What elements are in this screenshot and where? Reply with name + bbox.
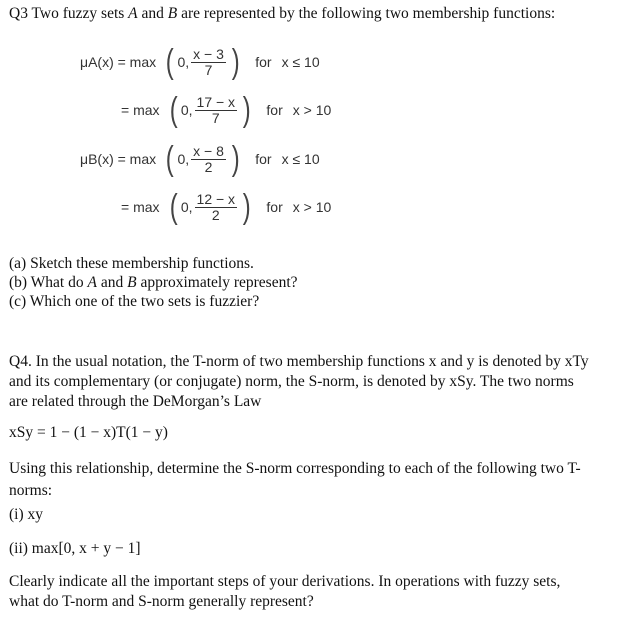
equation-lhs: μB(x) = max	[80, 151, 157, 167]
q4-closing-line-2: what do T-norm and S-norm generally represent?	[9, 593, 314, 610]
membership-equation-b2	[121, 187, 331, 227]
fraction	[195, 95, 238, 125]
equation-zero: 0,	[177, 151, 190, 167]
equation-lhs: = max	[121, 199, 160, 215]
q4-paragraph	[9, 352, 589, 412]
fraction-denominator: 2	[211, 206, 220, 223]
q3-part-a: (a) Sketch these membership functions.	[9, 255, 254, 272]
equation-zero: 0,	[177, 54, 190, 70]
q4-line-3: are related through the DeMorgan’s Law	[9, 393, 262, 410]
q3-and: and	[137, 5, 168, 22]
right-paren: )	[242, 188, 251, 226]
fraction-numerator: 12 − x	[196, 190, 236, 207]
q3-part-b: (b) What do A and B approximately represent?	[9, 274, 298, 291]
q4-item-i: (i) xy	[9, 506, 44, 523]
membership-equation-b1	[80, 139, 320, 179]
equation-condition: for x > 10	[266, 199, 332, 215]
q4-demorgan-law: xSy = 1 − (1 − x)T(1 − y)	[9, 424, 168, 441]
q3-set-b: B	[167, 5, 178, 22]
q4-closing	[9, 572, 560, 612]
left-paren: (	[169, 188, 178, 226]
equation-condition: for x ≤ 10	[255, 54, 320, 70]
left-paren: (	[165, 140, 174, 178]
q4-closing-line-1: Clearly indicate all the important steps of your derivations. In operations with fuzzy sets,	[9, 573, 561, 590]
right-paren: )	[231, 43, 240, 81]
right-paren: )	[231, 140, 240, 178]
q4-instruction	[9, 458, 581, 502]
equation-condition: for x > 10	[266, 102, 332, 118]
right-paren: )	[242, 91, 251, 129]
fraction-denominator: 2	[204, 158, 213, 175]
q4-using-line-1: Using this relationship, determine the S-norm corresponding to each of the following two T-	[9, 460, 581, 477]
equation-lhs: = max	[121, 102, 160, 118]
q3-parts	[9, 254, 298, 311]
membership-equation-a1	[80, 42, 320, 82]
fraction-numerator: x − 3	[193, 45, 224, 62]
left-paren: (	[165, 43, 174, 81]
q4-line-2: and its complementary (or conjugate) norm, the S-norm, is denoted by xSy. The two norms	[9, 373, 574, 390]
equation-lhs: μA(x) = max	[80, 54, 157, 70]
equation-condition: for x ≤ 10	[255, 151, 320, 167]
fraction-denominator: 7	[211, 109, 220, 126]
q3-suffix: are represented by the following two membership functions:	[177, 5, 556, 22]
fraction-denominator: 7	[204, 61, 213, 78]
q3-heading	[9, 5, 555, 23]
fraction	[195, 192, 238, 222]
q3-set-a: A	[128, 5, 138, 22]
q3-part-c: (c) Which one of the two sets is fuzzier?	[9, 293, 260, 310]
q4-using-line-2: norms:	[9, 482, 53, 499]
q3-prefix: Q3 Two fuzzy sets	[9, 5, 129, 22]
membership-equation-a2	[121, 90, 331, 130]
fraction	[191, 144, 226, 174]
equation-zero: 0,	[180, 199, 193, 215]
equation-zero: 0,	[180, 102, 193, 118]
q4-line-1: Q4. In the usual notation, the T-norm of two membership functions x and y is denoted by xTy	[9, 353, 589, 370]
left-paren: (	[169, 91, 178, 129]
fraction-numerator: 17 − x	[196, 93, 236, 110]
q4-item-ii: (ii) max[0, x + y − 1]	[9, 540, 141, 557]
fraction-numerator: x − 8	[193, 142, 224, 159]
fraction	[191, 47, 226, 77]
